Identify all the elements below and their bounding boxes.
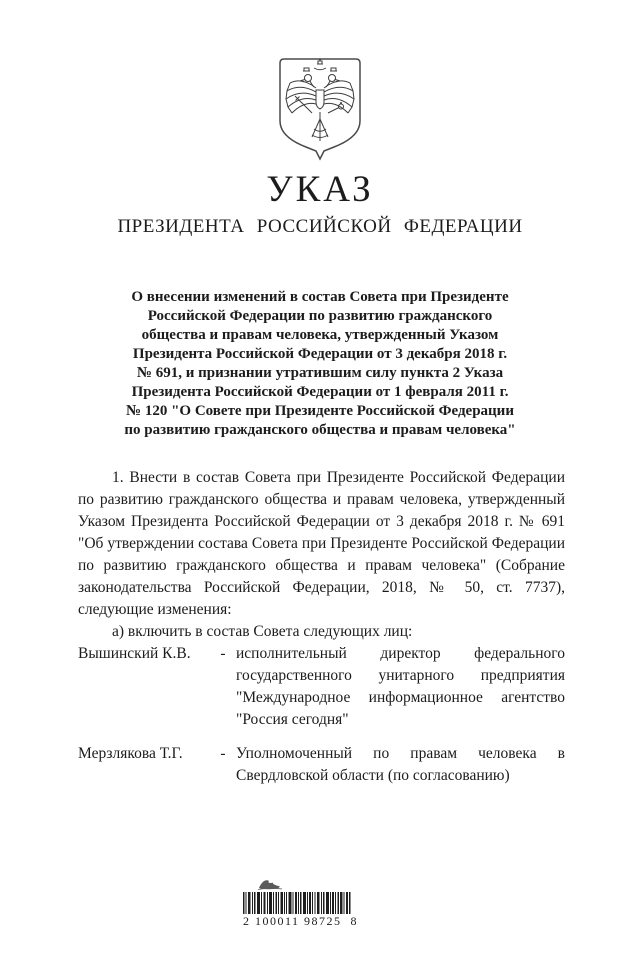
member-name: Мерзлякова Т.Г.: [78, 745, 183, 762]
subject-line: Президента Российской Федерации от 1 февраля 2011 г.: [131, 384, 509, 400]
decree-subtitle: ПРЕЗИДЕНТА РОССИЙСКОЙ ФЕДЕРАЦИИ: [117, 216, 523, 237]
member-row: [78, 643, 565, 731]
subject-line: Президента Российской Федерации от 3 декабря 2018 г.: [132, 346, 508, 362]
decree-subject: [80, 288, 560, 440]
member-description: исполнительный директор федерального государственного унитарного предприятия "Международное информационное агентство "Россия сегодня": [236, 645, 565, 728]
subject-line: О внесении изменений в состав Совета при Президенте: [131, 289, 509, 305]
subject-line: № 120 "О Совете при Президенте Российской Федерации: [126, 403, 514, 419]
paragraph-1: 1. Внести в состав Совета при Президенте Российской Федерации по развитию гражданского общества и правам человека, утвержденный Указом Президента Российской Федерации от 3 декабря 2018 г. № 691 "Об утверждении состава Совета при Президенте Российской Федерации по развитию гражданского общества и правам человека" (Собрание законодательства Российской Федерации, 2018, № 50, ст. 7737), следующие изменения:: [78, 469, 565, 618]
subject-line: № 691, и признании утратившим силу пункта 2 Указа: [136, 365, 504, 381]
member-description: Уполномоченный по правам человека в Свердловской области (по согласованию): [236, 745, 565, 784]
subject-line: общества и правам человека, утвержденный Указом: [141, 327, 499, 343]
subject-line: Российской Федерации по развитию гражданского: [147, 308, 493, 324]
subject-line: по развитию гражданского общества и правам человека": [124, 422, 516, 438]
decree-body: [78, 467, 565, 787]
member-row: [78, 743, 565, 787]
member-name: Вышинский К.В.: [78, 645, 191, 662]
barcode-icon: [243, 892, 353, 914]
decree-title: УКАЗ: [266, 169, 374, 210]
barcode-number: 2 100011 98725 8: [243, 914, 359, 928]
member-separator: -: [220, 745, 226, 762]
member-separator: -: [220, 645, 226, 662]
paragraph-2: а) включить в состав Совета следующих лиц:: [112, 623, 413, 640]
decree-page: [0, 57, 640, 962]
signature-mark-icon: [257, 877, 283, 891]
barcode-block: [243, 877, 373, 929]
russia-coat-of-arms-icon: [278, 57, 362, 161]
